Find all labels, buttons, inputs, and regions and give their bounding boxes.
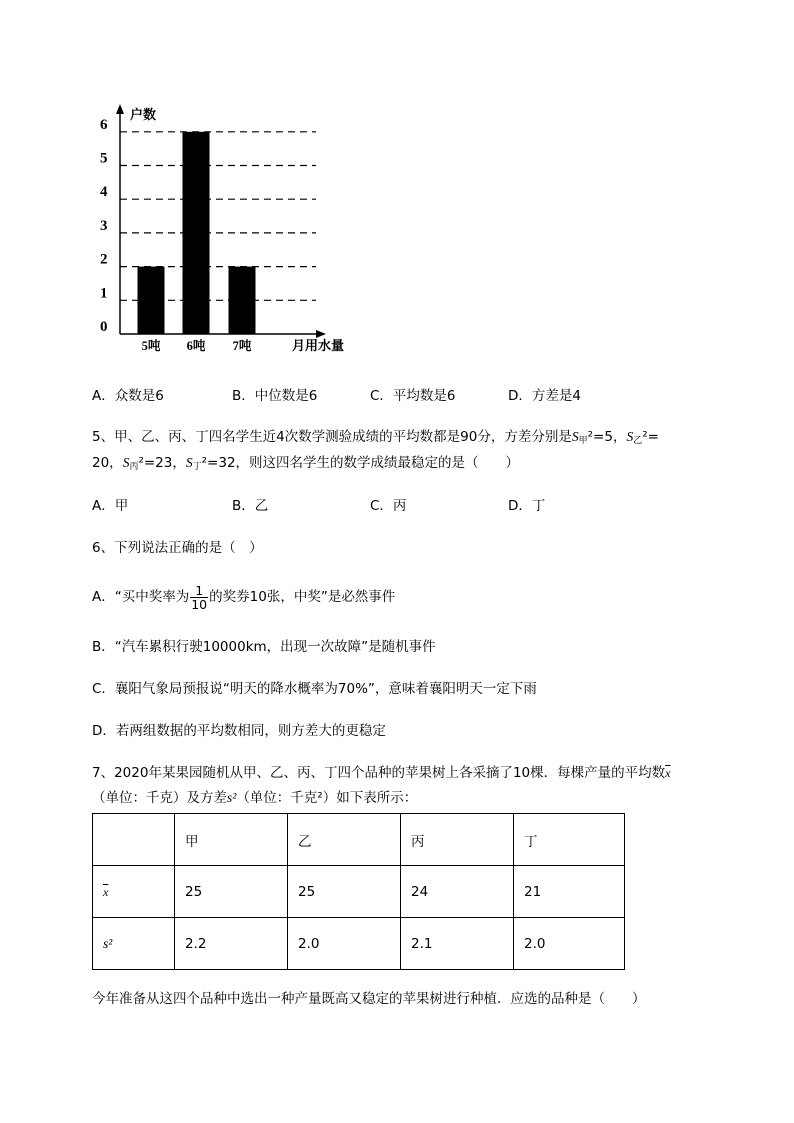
table-row-variance xyxy=(93,918,625,970)
y-tick-label: 0 xyxy=(100,319,108,335)
q5-option-c[interactable]: C．丙 xyxy=(370,498,407,514)
x-tick-label: 5吨 xyxy=(141,339,161,353)
table-cell: 2.0 xyxy=(514,918,625,970)
bar xyxy=(138,267,165,334)
row-label-mean: $\overline{x}$ xyxy=(93,866,175,918)
bar xyxy=(183,132,210,334)
x-axis-arrow xyxy=(316,330,326,338)
table-row-mean xyxy=(93,866,625,918)
y-tick-label: 3 xyxy=(100,217,108,234)
y-axis-arrow xyxy=(116,104,124,114)
x-tick-label: 6吨 xyxy=(186,339,206,353)
q4-option-a[interactable]: A．众数是6 xyxy=(92,388,164,404)
q6-option-d[interactable]: D．若两组数据的平均数相同，则方差大的更稳定 xyxy=(92,723,386,739)
q4-option-d[interactable]: D．方差是4 xyxy=(508,388,581,404)
table-header-ding: 丁 xyxy=(514,814,625,866)
q7-stem-line2: （单位：千克）及方差s²（单位：千克²）如下表所示： xyxy=(92,790,418,806)
table-cell: 2.1 xyxy=(401,918,514,970)
q7-data-table xyxy=(92,813,625,970)
table-cell: 25 xyxy=(175,866,288,918)
chart-y-ticks xyxy=(100,117,108,335)
q5-option-d[interactable]: D．丁 xyxy=(508,498,546,514)
q6-option-a[interactable]: A．“买中奖率为 $\frac{1}{10}$ 的奖券10张，中奖”是必然事件 xyxy=(92,582,396,612)
q5-option-a[interactable]: A．甲 xyxy=(92,498,129,514)
y-tick-label: 1 xyxy=(100,285,108,302)
q7-closing: 今年准备从这四个品种中选出一种产量既高又稳定的苹果树进行种植．应选的品种是（ ） xyxy=(92,991,646,1007)
q6-stem: 6、下列说法正确的是（ ） xyxy=(92,540,263,556)
y-tick-label: 5 xyxy=(100,150,108,167)
y-tick-label: 2 xyxy=(100,251,108,268)
row-label-variance: s² xyxy=(93,918,175,970)
x-axis-label: 月用水量 xyxy=(292,338,345,353)
q5-option-b[interactable]: B．乙 xyxy=(232,498,269,514)
y-tick-label: 6 xyxy=(100,116,108,133)
q7-stem-line1: 7、2020年某果园随机从甲、乙、丙、丁四个品种的苹果树上各采摘了10棵．每棵产量的平均数$\overline{x}$ xyxy=(92,765,671,781)
chart-bars xyxy=(138,132,256,334)
table-header-yi: 乙 xyxy=(288,814,401,866)
table-cell: 2.2 xyxy=(175,918,288,970)
table-cell xyxy=(93,814,175,866)
q6-option-b[interactable]: B．“汽车累积行驶10000km，出现一次故障”是随机事件 xyxy=(92,639,436,655)
x-tick-label: 7吨 xyxy=(232,339,252,353)
bar-chart xyxy=(0,0,794,370)
q5-stem-line2: 20，$S_丙^2=23$，$S_丁^2=32$，则这四名学生的数学成绩最稳定的是（ ） xyxy=(92,455,520,472)
q4-option-b[interactable]: B．中位数是6 xyxy=(232,388,318,404)
y-tick-label: 4 xyxy=(100,184,108,201)
chart-x-ticks xyxy=(142,338,252,353)
table-cell: 21 xyxy=(514,866,625,918)
table-cell: 24 xyxy=(401,866,514,918)
table-cell: 2.0 xyxy=(288,918,401,970)
q4-option-c[interactable]: C．平均数是6 xyxy=(370,388,456,404)
table-header-bing: 丙 xyxy=(401,814,514,866)
fraction: $\frac{1}{10}$ xyxy=(191,582,208,612)
q6-option-c[interactable]: C．襄阳气象局预报说“明天的降水概率为70%”，意味着襄阳明天一定下雨 xyxy=(92,681,537,697)
bar xyxy=(229,267,256,334)
table-cell: 25 xyxy=(288,866,401,918)
table-header-jia: 甲 xyxy=(175,814,288,866)
q5-stem-line1: 5、甲、乙、丙、丁四名学生近4次数学测验成绩的平均数都是90分，方差分别是$S_甲^2=5$，$S_乙^2=$ xyxy=(92,429,659,446)
y-axis-label: 户数 xyxy=(130,107,157,122)
table-header-row xyxy=(93,814,625,866)
